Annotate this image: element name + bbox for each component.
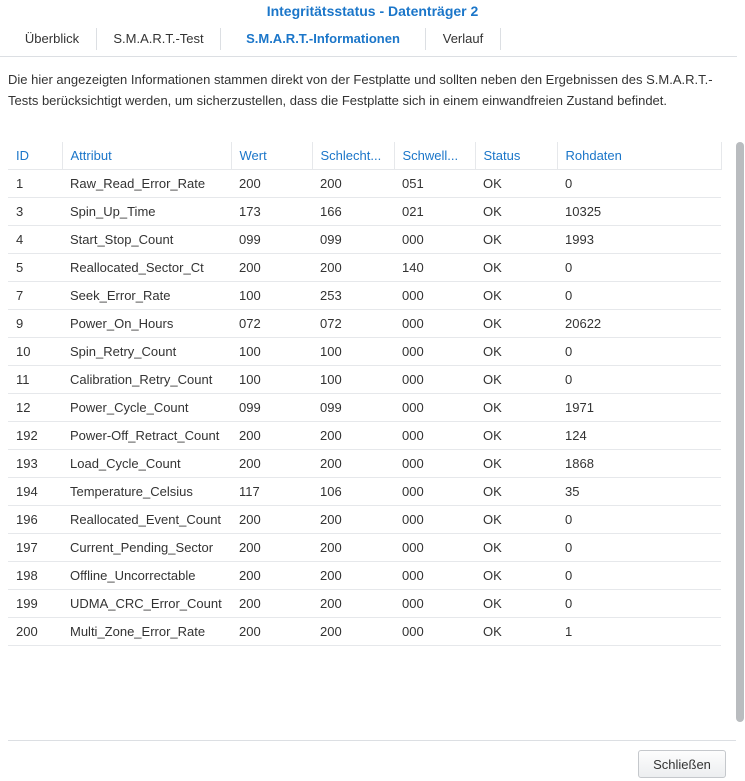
cell-threshold: 000 [394, 618, 475, 646]
cell-value: 117 [231, 478, 312, 506]
table-row[interactable] [8, 590, 721, 618]
cell-attribute: Spin_Retry_Count [62, 338, 231, 366]
cell-threshold: 000 [394, 450, 475, 478]
cell-status: OK [475, 338, 557, 366]
cell-id: 1 [8, 170, 62, 198]
cell-value: 200 [231, 422, 312, 450]
cell-raw-data: 1 [557, 618, 721, 646]
footer-divider [8, 740, 736, 741]
table-row[interactable] [8, 198, 721, 226]
table-row[interactable] [8, 562, 721, 590]
cell-raw-data: 1868 [557, 450, 721, 478]
cell-worst: 072 [312, 310, 394, 338]
cell-raw-data: 0 [557, 254, 721, 282]
cell-status: OK [475, 590, 557, 618]
cell-attribute: Power_Cycle_Count [62, 394, 231, 422]
cell-threshold: 000 [394, 506, 475, 534]
tab-smart-info[interactable]: S.M.A.R.T.-Informationen [246, 31, 400, 46]
cell-worst: 100 [312, 366, 394, 394]
cell-worst: 200 [312, 590, 394, 618]
cell-value: 200 [231, 170, 312, 198]
cell-value: 200 [231, 254, 312, 282]
cell-status: OK [475, 198, 557, 226]
table-row[interactable] [8, 170, 721, 198]
cell-worst: 100 [312, 338, 394, 366]
column-header-threshold[interactable]: Schwell... [394, 142, 475, 170]
tab-history[interactable]: Verlauf [442, 31, 484, 46]
column-header-attribute[interactable]: Attribut [62, 142, 231, 170]
cell-raw-data: 0 [557, 366, 721, 394]
cell-threshold: 021 [394, 198, 475, 226]
cell-attribute: Calibration_Retry_Count [62, 366, 231, 394]
cell-threshold: 000 [394, 282, 475, 310]
cell-raw-data: 20622 [557, 310, 721, 338]
cell-threshold: 000 [394, 590, 475, 618]
column-header-worst[interactable]: Schlecht... [312, 142, 394, 170]
cell-worst: 166 [312, 198, 394, 226]
table-row[interactable] [8, 450, 721, 478]
table-row[interactable] [8, 254, 721, 282]
cell-attribute: Reallocated_Sector_Ct [62, 254, 231, 282]
cell-raw-data: 0 [557, 562, 721, 590]
cell-attribute: Power-Off_Retract_Count [62, 422, 231, 450]
cell-id: 4 [8, 226, 62, 254]
cell-id: 196 [8, 506, 62, 534]
cell-threshold: 000 [394, 226, 475, 254]
cell-threshold: 000 [394, 562, 475, 590]
cell-attribute: Multi_Zone_Error_Rate [62, 618, 231, 646]
cell-attribute: Spin_Up_Time [62, 198, 231, 226]
cell-threshold: 051 [394, 170, 475, 198]
cell-value: 072 [231, 310, 312, 338]
cell-threshold: 000 [394, 338, 475, 366]
cell-value: 100 [231, 338, 312, 366]
cell-status: OK [475, 170, 557, 198]
smart-attributes-grid [8, 142, 736, 722]
smart-attributes-table [8, 142, 722, 646]
cell-id: 194 [8, 478, 62, 506]
cell-id: 199 [8, 590, 62, 618]
table-row[interactable] [8, 338, 721, 366]
cell-attribute: Raw_Read_Error_Rate [62, 170, 231, 198]
table-row[interactable] [8, 310, 721, 338]
cell-raw-data: 1971 [557, 394, 721, 422]
column-header-raw-data[interactable]: Rohdaten [557, 142, 721, 170]
vertical-scrollbar[interactable] [736, 142, 744, 722]
cell-id: 3 [8, 198, 62, 226]
cell-threshold: 000 [394, 534, 475, 562]
cell-worst: 099 [312, 394, 394, 422]
cell-status: OK [475, 422, 557, 450]
table-row[interactable] [8, 226, 721, 254]
cell-threshold: 140 [394, 254, 475, 282]
cell-id: 11 [8, 366, 62, 394]
cell-worst: 200 [312, 450, 394, 478]
cell-raw-data: 0 [557, 282, 721, 310]
cell-id: 7 [8, 282, 62, 310]
column-header-status[interactable]: Status [475, 142, 557, 170]
cell-raw-data: 0 [557, 534, 721, 562]
table-row[interactable] [8, 366, 721, 394]
cell-raw-data: 1993 [557, 226, 721, 254]
cell-value: 200 [231, 590, 312, 618]
tab-smart-test[interactable]: S.M.A.R.T.-Test [113, 31, 204, 46]
table-header-row [8, 142, 721, 170]
cell-attribute: Temperature_Celsius [62, 478, 231, 506]
cell-worst: 200 [312, 534, 394, 562]
table-row[interactable] [8, 394, 721, 422]
cell-status: OK [475, 310, 557, 338]
cell-worst: 200 [312, 254, 394, 282]
cell-threshold: 000 [394, 478, 475, 506]
cell-status: OK [475, 450, 557, 478]
cell-value: 099 [231, 394, 312, 422]
cell-attribute: Seek_Error_Rate [62, 282, 231, 310]
cell-attribute: UDMA_CRC_Error_Count [62, 590, 231, 618]
cell-id: 197 [8, 534, 62, 562]
cell-value: 099 [231, 226, 312, 254]
cell-worst: 099 [312, 226, 394, 254]
cell-id: 198 [8, 562, 62, 590]
cell-raw-data: 0 [557, 506, 721, 534]
cell-threshold: 000 [394, 394, 475, 422]
cell-value: 200 [231, 450, 312, 478]
cell-attribute: Offline_Uncorrectable [62, 562, 231, 590]
cell-worst: 200 [312, 422, 394, 450]
cell-id: 9 [8, 310, 62, 338]
cell-raw-data: 35 [557, 478, 721, 506]
window-title: Integritätsstatus - Datenträger 2 [266, 3, 479, 19]
cell-raw-data: 10325 [557, 198, 721, 226]
cell-attribute: Current_Pending_Sector [62, 534, 231, 562]
cell-status: OK [475, 618, 557, 646]
cell-worst: 200 [312, 170, 394, 198]
cell-status: OK [475, 506, 557, 534]
description-text: Die hier angezeigten Informationen stammen direkt von der Festplatte und sollten neben den Ergebnissen des S.M.A.R.T.-Tests berücksichtigt werden, um sicherzustellen, dass die Festplatte sich in einem einwandfreien Zustand befindet. [8, 72, 713, 108]
cell-status: OK [475, 254, 557, 282]
cell-status: OK [475, 226, 557, 254]
cell-threshold: 000 [394, 310, 475, 338]
tab-bar [0, 26, 737, 57]
column-header-value[interactable]: Wert [231, 142, 312, 170]
cell-worst: 253 [312, 282, 394, 310]
table-row[interactable] [8, 534, 721, 562]
cell-id: 193 [8, 450, 62, 478]
cell-raw-data: 0 [557, 590, 721, 618]
cell-value: 200 [231, 618, 312, 646]
cell-attribute: Reallocated_Event_Count [62, 506, 231, 534]
cell-status: OK [475, 478, 557, 506]
table-body [8, 170, 721, 646]
cell-value: 200 [231, 506, 312, 534]
table-row[interactable] [8, 282, 721, 310]
cell-status: OK [475, 534, 557, 562]
table-row[interactable] [8, 422, 721, 450]
table-row[interactable] [8, 618, 721, 646]
cell-raw-data: 0 [557, 170, 721, 198]
column-header-id[interactable]: ID [8, 142, 62, 170]
cell-status: OK [475, 282, 557, 310]
cell-id: 12 [8, 394, 62, 422]
cell-attribute: Power_On_Hours [62, 310, 231, 338]
table-row[interactable] [8, 478, 721, 506]
cell-raw-data: 0 [557, 338, 721, 366]
cell-worst: 200 [312, 506, 394, 534]
close-button[interactable]: Schließen [638, 750, 726, 778]
cell-attribute: Load_Cycle_Count [62, 450, 231, 478]
tab-separator [500, 28, 501, 50]
cell-id: 5 [8, 254, 62, 282]
cell-value: 100 [231, 282, 312, 310]
cell-value: 200 [231, 534, 312, 562]
table-row[interactable] [8, 506, 721, 534]
cell-status: OK [475, 394, 557, 422]
cell-threshold: 000 [394, 422, 475, 450]
cell-attribute: Start_Stop_Count [62, 226, 231, 254]
tab-overview[interactable]: Überblick [24, 31, 80, 46]
cell-worst: 200 [312, 562, 394, 590]
cell-threshold: 000 [394, 366, 475, 394]
cell-worst: 106 [312, 478, 394, 506]
cell-status: OK [475, 366, 557, 394]
cell-worst: 200 [312, 618, 394, 646]
cell-id: 192 [8, 422, 62, 450]
cell-status: OK [475, 562, 557, 590]
cell-id: 10 [8, 338, 62, 366]
cell-raw-data: 124 [557, 422, 721, 450]
cell-value: 173 [231, 198, 312, 226]
cell-value: 100 [231, 366, 312, 394]
cell-id: 200 [8, 618, 62, 646]
cell-value: 200 [231, 562, 312, 590]
